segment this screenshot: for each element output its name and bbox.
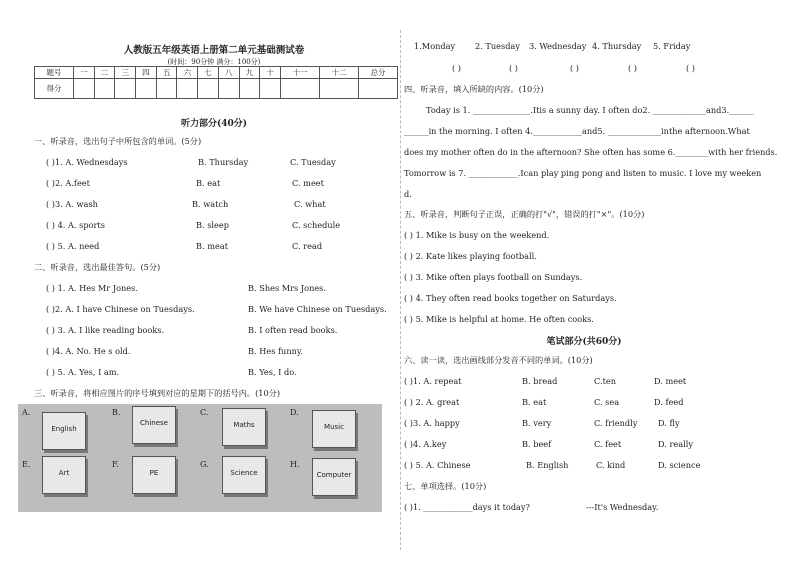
question-item: ( )1. ____________days it today?	[404, 502, 530, 512]
answer-paren[interactable]: ( )	[628, 63, 637, 73]
true-false-item: ( ) 4. They often read books together on Saturdays.	[404, 293, 617, 303]
score-cell: 一	[73, 67, 94, 79]
book-english-icon: English	[42, 412, 86, 450]
option: B. meat	[196, 241, 229, 251]
listening-section-title: 听力部分(40分)	[180, 119, 248, 129]
question-item: ( )3. A. happy	[404, 418, 460, 428]
option: B. Thursday	[198, 157, 249, 167]
answer-paren[interactable]: ( )	[452, 63, 461, 73]
section1-heading: 一、听录音，选出句子中所包含的单词。(5分)	[34, 136, 202, 146]
written-section-title: 笔试部分(共60分)	[546, 337, 622, 347]
option: D. feed	[654, 397, 684, 407]
score-input-cell[interactable]	[319, 79, 358, 99]
question-item: ( )1. A. repeat	[404, 376, 462, 386]
fill-blank-line: Today is 1. ______________.Itis a sunny day. I often do2. _____________and3.______	[426, 105, 754, 115]
book-letter: F.	[112, 460, 119, 469]
page-title: 人教版五年级英语上册第二单元基础测试卷	[123, 45, 305, 56]
question-item: ( )4. A.key	[404, 439, 447, 449]
question-item: ( ) 5. A. need	[46, 241, 100, 251]
section7-heading: 七、单项选择。(10分)	[404, 481, 487, 491]
option: B. I often read books.	[248, 325, 338, 335]
book-chinese-icon: Chinese	[132, 406, 176, 444]
book-letter: G.	[200, 460, 209, 469]
answer-paren[interactable]: ( )	[509, 63, 518, 73]
score-table-row	[35, 79, 398, 99]
fill-blank-line: d.	[404, 189, 412, 199]
fill-blank-line: does my mother often do in the afternoon? She often has some 6.________with her friends.	[404, 147, 778, 157]
book-pe-icon: PE	[132, 456, 176, 494]
question-item: ( )2. A. I have Chinese on Tuesdays.	[46, 304, 195, 314]
question-item: ( ) 3. A. I like reading books.	[46, 325, 165, 335]
question-item: ( ) 5. A. Chinese	[404, 460, 471, 470]
score-input-cell[interactable]	[358, 79, 397, 99]
option: B. Hes funny.	[248, 346, 304, 356]
option: B. bread	[522, 376, 558, 386]
option: B. beef	[522, 439, 552, 449]
score-cell: 三	[115, 67, 136, 79]
score-cell: 二	[94, 67, 115, 79]
score-input-cell[interactable]	[156, 79, 177, 99]
score-cell: 十	[260, 67, 281, 79]
book-computer-icon: Computer	[312, 458, 356, 496]
option: B. sleep	[196, 220, 229, 230]
score-row-label: 得分	[35, 79, 74, 99]
score-cell: 六	[177, 67, 198, 79]
day-label: 4. Thursday	[592, 41, 642, 51]
option: C. read	[292, 241, 323, 251]
question-item: ( )4. A. No. He s old.	[46, 346, 131, 356]
option: B. Yes, I do.	[248, 367, 297, 377]
score-table-header-row	[35, 67, 398, 79]
book-science-icon: Science	[222, 456, 266, 494]
score-input-cell[interactable]	[260, 79, 281, 99]
day-label: 5. Friday	[653, 41, 691, 51]
score-input-cell[interactable]	[281, 79, 320, 99]
score-input-cell[interactable]	[239, 79, 260, 99]
score-cell: 四	[136, 67, 157, 79]
book-letter: E.	[22, 460, 31, 469]
fill-blank-line: Tomorrow is 7. ____________.Ican play ping pong and listen to music. I love my weeken	[404, 168, 762, 178]
option: B. We have Chinese on Tuesdays.	[248, 304, 387, 314]
section5-heading: 五、听录音，判断句子正误，正确的打"√"，错误的打"×"。(10分)	[404, 209, 645, 219]
score-input-cell[interactable]	[177, 79, 198, 99]
option: B. English	[526, 460, 569, 470]
option: D. science	[658, 460, 701, 470]
true-false-item: ( ) 2. Kate likes playing football.	[404, 251, 537, 261]
score-cell: 题号	[35, 67, 74, 79]
answer-reply: ---It's Wednesday.	[586, 502, 659, 512]
score-input-cell[interactable]	[94, 79, 115, 99]
score-cell: 七	[198, 67, 219, 79]
option: B. eat	[196, 178, 221, 188]
book-letter: C.	[200, 408, 209, 417]
option: D. really	[658, 439, 693, 449]
fill-blank-line: ______in the morning. I often 4.____________and5. _____________inthe afternoon.What	[404, 126, 750, 136]
option: B. watch	[192, 199, 229, 209]
option: C. sea	[594, 397, 620, 407]
option: C. feet	[594, 439, 622, 449]
exam-time-info: (时间：90分钟 满分：100分)	[167, 58, 261, 66]
true-false-item: ( ) 1. Mike is busy on the weekend.	[404, 230, 550, 240]
option: C. kind	[596, 460, 626, 470]
option: B. eat	[522, 397, 547, 407]
question-item: ( )3. A. wash	[46, 199, 98, 209]
option: C. schedule	[292, 220, 341, 230]
question-item: ( ) 4. A. sports	[46, 220, 105, 230]
score-cell: 总分	[358, 67, 397, 79]
answer-paren[interactable]: ( )	[686, 63, 695, 73]
option: B. Shes Mrs Jones.	[248, 283, 326, 293]
option: C. what	[294, 199, 326, 209]
question-item: ( ) 2. A. great	[404, 397, 460, 407]
option: C.ten	[594, 376, 616, 386]
option: C. meet	[292, 178, 324, 188]
section6-heading: 六、读一读，选出画线部分发音不同的单词。(10分)	[404, 355, 593, 365]
book-letter: H.	[290, 460, 300, 469]
score-input-cell[interactable]	[73, 79, 94, 99]
score-cell: 九	[239, 67, 260, 79]
book-letter: A.	[22, 408, 31, 417]
book-art-icon: Art	[42, 456, 86, 494]
score-cell: 十一	[281, 67, 320, 79]
score-table	[34, 66, 398, 99]
option: C. friendly	[594, 418, 638, 428]
question-item: ( ) 1. A. Hes Mr Jones.	[46, 283, 138, 293]
book-music-icon: Music	[312, 410, 356, 448]
book-letter: D.	[290, 408, 299, 417]
section2-heading: 二、听录音，选出最佳答句。(5分)	[34, 262, 161, 272]
section4-heading: 四、听录音，填入所缺的内容。(10分)	[404, 84, 544, 94]
book-maths-icon: Maths	[222, 408, 266, 446]
score-cell: 五	[156, 67, 177, 79]
question-item: ( )2. A.feet	[46, 178, 90, 188]
score-cell: 十二	[319, 67, 358, 79]
option: D. fly	[658, 418, 680, 428]
right-column	[404, 0, 778, 561]
score-input-cell[interactable]	[115, 79, 136, 99]
option: D. meet	[654, 376, 687, 386]
score-input-cell[interactable]	[218, 79, 239, 99]
column-divider	[400, 30, 401, 550]
question-item: ( ) 5. A. Yes, I am.	[46, 367, 120, 377]
question-item: ( )1. A. Wednesdays	[46, 157, 128, 167]
true-false-item: ( ) 3. Mike often plays football on Sundays.	[404, 272, 583, 282]
day-label: 1.Monday	[414, 41, 456, 51]
day-label: 3. Wednesday	[529, 41, 587, 51]
book-letter: B.	[112, 408, 121, 417]
subject-books-picture	[18, 404, 382, 512]
option: B. very	[522, 418, 552, 428]
score-cell: 八	[218, 67, 239, 79]
true-false-item: ( ) 5. Mike is helpful at home. He often cooks.	[404, 314, 594, 324]
score-input-cell[interactable]	[136, 79, 157, 99]
day-label: 2. Tuesday	[475, 41, 520, 51]
option: C. Tuesday	[290, 157, 336, 167]
answer-paren[interactable]: ( )	[570, 63, 579, 73]
score-input-cell[interactable]	[198, 79, 219, 99]
section3-heading: 三、听录音，将相应图片的序号填到对应的星期下的括号内。(10分)	[34, 388, 281, 398]
